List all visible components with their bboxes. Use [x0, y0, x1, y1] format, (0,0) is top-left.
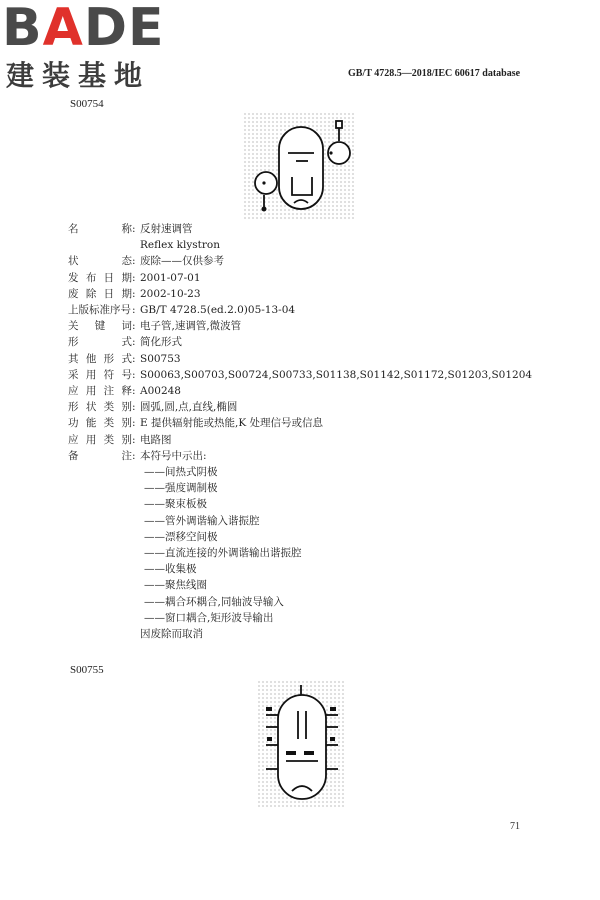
field-application-category: 应 用 类 别 : 电路图: [68, 433, 172, 446]
field-previous-standard: 上版标准序号 : GB/T 4728.5(ed.2.0)05-13-04: [68, 304, 296, 317]
field-adopted-symbols: 采 用 符 号 : S00063,S00703,S00724,S00733,S01138,S01142,S01172,S01203,S01204: [68, 368, 533, 381]
field-function-category: 功 能 类 别 : E 提供辐射能或热能,K 处理信号或信息: [68, 417, 324, 430]
note-item: ——收集极: [144, 563, 197, 576]
field-name-en: Reflex klystron: [140, 239, 220, 252]
standard-header: GB/T 4728.5—2018/IEC 60617 database: [348, 68, 521, 79]
field-other-forms: 其 他 形 式 : S00753: [68, 352, 181, 365]
field-application-notes: 应 用 注 释 : A00248: [68, 385, 181, 398]
note-item: ——直流连接的外调谐输出谐振腔: [144, 547, 302, 560]
logo-wordmark: BADE: [2, 0, 165, 58]
field-publish-date: 发 布 日 期 : 2001-07-01: [68, 271, 201, 284]
note-item: ——聚焦线圈: [144, 579, 207, 592]
note-item: ——耦合环耦合,同轴波导输入: [144, 595, 284, 608]
bade-logo: [2, 2, 182, 97]
field-shape-category: 形 状 类 别 : 圆弧,圆,点,直线,椭圆: [68, 401, 238, 414]
field-remarks: 备 注 : 本符号中示出:: [68, 449, 207, 462]
symbol-code-s00755: S00755: [70, 664, 104, 676]
field-status: 状 态 : 废除——仅供参考: [68, 255, 224, 268]
note-item: ——间热式阴极: [144, 466, 218, 479]
note-item: ——管外调谐输入谐振腔: [144, 514, 260, 527]
logo-subtitle: 建装基地: [6, 59, 151, 92]
field-abolish-date: 废 除 日 期 : 2002-10-23: [68, 287, 201, 300]
symbol-code-s00754: S00754: [70, 98, 104, 110]
note-item: ——强度调制极: [144, 482, 218, 495]
note-end: 因废除而取消: [140, 628, 203, 641]
note-item: ——漂移空间极: [144, 530, 218, 543]
field-name: 名 称 : 反射速调管: [68, 223, 193, 235]
field-form: 形 式 : 简化形式: [68, 336, 182, 349]
page-number: 71: [510, 821, 520, 832]
reflex-klystron-diagram: [244, 113, 356, 221]
klystron-diagram-s00755: [258, 681, 344, 809]
note-item: ——聚束板极: [144, 498, 207, 511]
note-item: ——窗口耦合,矩形波导输出: [144, 611, 274, 624]
symbol-fields: [68, 221, 532, 642]
field-keywords: 关 键 词 : 电子管,速调管,微波管: [68, 320, 242, 333]
